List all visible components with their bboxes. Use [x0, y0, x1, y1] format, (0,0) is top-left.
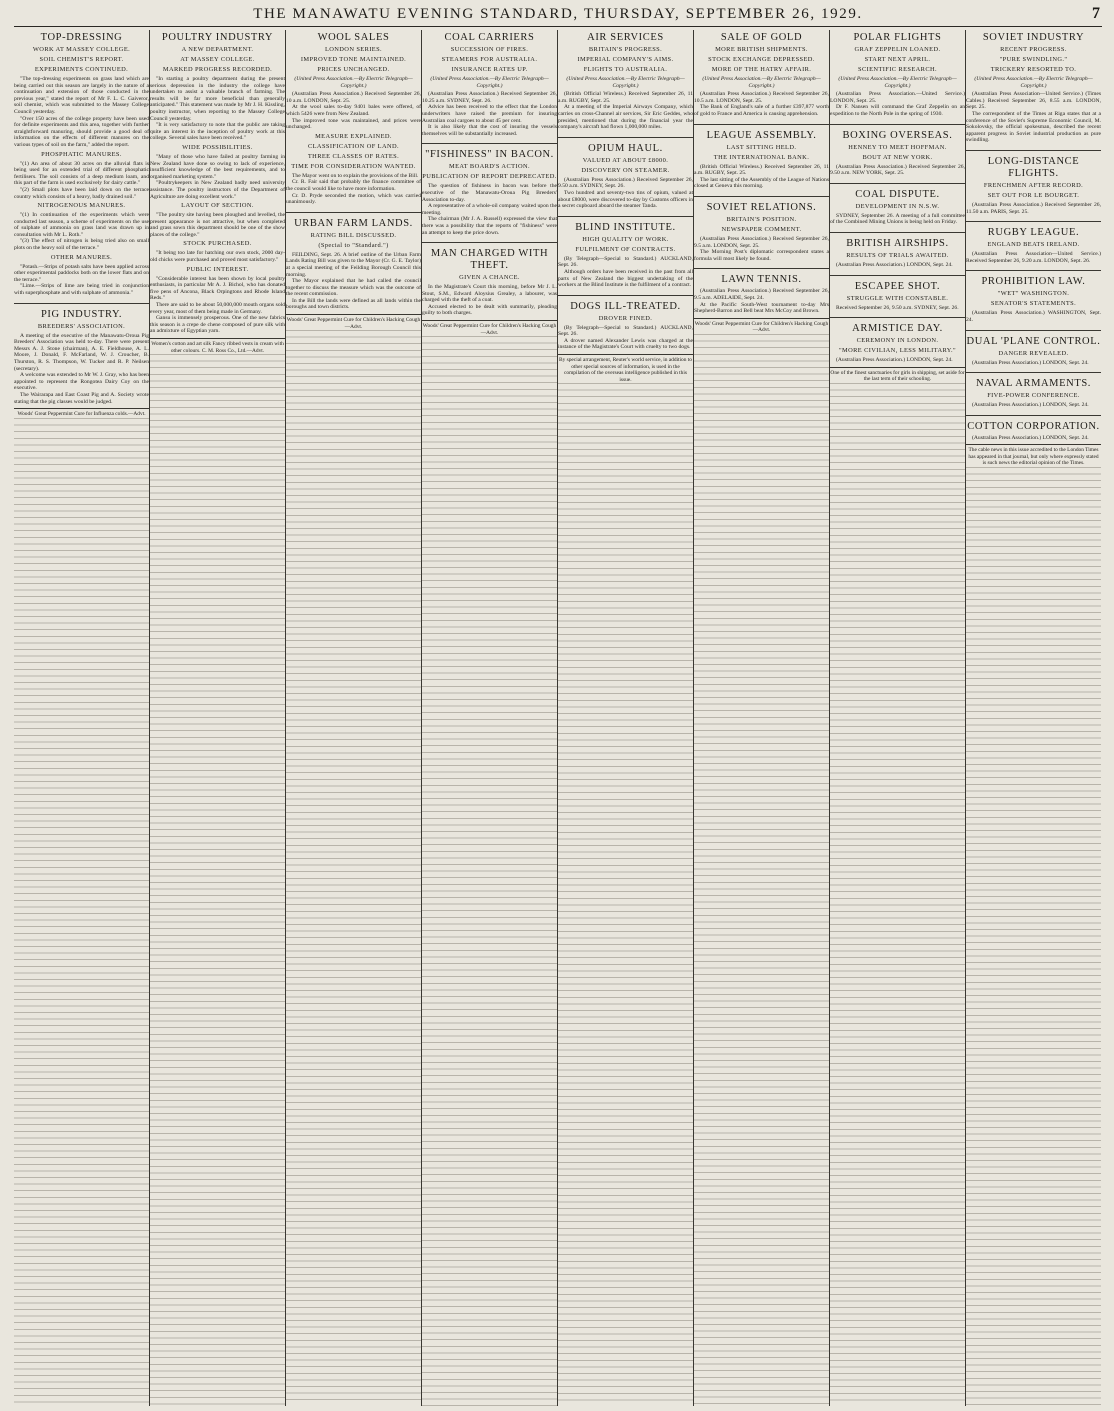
- subheading: NEWSPAPER COMMENT.: [721, 225, 802, 233]
- column-rule: [693, 30, 694, 1406]
- article-section: [694, 196, 829, 262]
- article-section: [830, 317, 965, 364]
- column-rule: [829, 30, 830, 1406]
- column-rule: [965, 30, 966, 1406]
- article-headline: COAL DISPUTE.: [855, 188, 940, 200]
- subheading: MEASURE EXPLAINED.: [315, 132, 392, 140]
- article-paragraph: In the Magistrate's Court this morning, before Mr J. L. Stout, S.M., Edward Aloysius Grealey, a labourer, was charged with the theft of a coat.: [422, 284, 557, 304]
- subheading: PUBLICATION OF REPORT DEPRECATED.: [422, 173, 557, 181]
- subheading: VALUED AT ABOUT £8000.: [582, 156, 669, 164]
- article-paragraph: "It is very satisfactory to note that the public are taking quite an interest in the inception of poultry work at this college. Several sales have been received.": [150, 122, 285, 142]
- subheading: SOIL CHEMIST'S REPORT.: [39, 56, 124, 63]
- article-headline: LEAGUE ASSEMBLY.: [706, 129, 817, 141]
- article-paragraph: The last sitting of the Assembly of the League of Nations closed at Geneva this morning.: [694, 176, 829, 190]
- article-paragraph: The Morning Post's diplomatic correspondent states a formula will most likely be found.: [694, 249, 829, 262]
- column-text-lines: [286, 330, 421, 1406]
- article-paragraph: In the Bill the lands were defined as all lands within the boroughs and town districts.: [286, 297, 421, 311]
- article-paragraph: (Australian Press Association.) Received September 26, 10.5 a.m. LONDON, Sept. 25.: [694, 91, 829, 104]
- column-headline: WOOL SALES: [317, 32, 390, 43]
- subheading: "PURE SWINDLING.": [999, 56, 1068, 63]
- subheading: THREE CLASSES OF RATES.: [307, 152, 400, 160]
- article-headline: OPIUM HAUL.: [588, 142, 663, 154]
- column-headline: AIR SERVICES: [587, 32, 664, 43]
- article-headline: NAVAL ARMAMENTS.: [975, 378, 1091, 390]
- article-paragraph: A representative of a whole-oil company waited upon the meeting.: [422, 203, 557, 216]
- article-paragraph: (Australian Press Association.) Received September 26, 9.50 a.m. SYDNEY, Sept. 26.: [558, 176, 693, 190]
- article-headline: ESCAPEE SHOT.: [854, 280, 941, 292]
- article-headline: BOXING OVERSEAS.: [842, 129, 953, 141]
- news-column: [422, 30, 557, 1406]
- article-paragraph: (Australian Press Association.) LONDON, Sept. 24.: [836, 261, 953, 268]
- article-section: [422, 143, 557, 236]
- subheading: AT MASSEY COLLEGE.: [180, 56, 255, 63]
- article-paragraph: (Australian Press Association—United Service.) (Times Cables.) Received September 26, 8.55 a.m. LONDON, Sept. 25.: [966, 91, 1101, 111]
- article-headline: URBAN FARM LANDS.: [294, 217, 413, 229]
- article-paragraph: The correspondent of the Times at Riga states that at a conference of the Soviet's Supreme Economic Council, M. Sokolovsky, the official spokesman, described the recent apparent progress in Soviet industrial production as pure swindling.: [966, 110, 1101, 144]
- column-headline: TOP-DRESSING: [40, 32, 123, 43]
- subheading: BRITAIN'S PROGRESS.: [588, 46, 663, 53]
- article-paragraph: "Considerable interest has been shown by local poultry enthusiasts, in particular Mr A. J. Bichol, who has donated five pens of Ancona, Black Orpingtons and Rhode Island Reds.": [150, 275, 285, 302]
- article-section: [830, 124, 965, 177]
- article-section: [966, 150, 1101, 215]
- subheading: BRITAIN'S POSITION.: [726, 215, 797, 223]
- subheading: PHOSPHATIC MANURES.: [41, 150, 122, 158]
- subheading: ENGLAND BEATS IRELAND.: [987, 241, 1080, 249]
- article-section: [966, 270, 1101, 323]
- column-text-lines: [150, 354, 285, 1406]
- subheading: IMPERIAL COMPANY'S AIMS.: [577, 56, 674, 63]
- article-paragraph: The Mayor went on to explain the provisions of the Bill.: [292, 172, 419, 179]
- advertisement: Woods' Great Peppermint Cure for Children's Hacking Cough—Advt.: [422, 320, 557, 336]
- article-section: [558, 295, 693, 351]
- article-headline: RUGBY LEAGUE.: [987, 227, 1080, 239]
- article-paragraph: A welcome was extended to Mr W. J. Gray, who has been appointed to represent the Rongotea Dairy Coy on the executive.: [14, 372, 149, 392]
- article-paragraph: There are said to be about 50,000,000 mouth organs sold every year, most of them being made in Germany.: [150, 302, 285, 315]
- column-text-lines: [422, 336, 557, 1406]
- article-paragraph: A meeting of the executive of the Manawatu-Oroua Pig Breeders' Association was held to-day. There were present Messrs A. J. Stone (chairman), A. E. Fieldhouse, A. L. Moore, J. Donald, F. McFarland, W. J. Croucher, B. Thurston, R. S. Thompson, W. Tucker and R. P. Neilsen (secretary).: [14, 332, 149, 372]
- article-paragraph: The question of fishiness in bacon was before the executive of the Manawatu-Oroua Pig Breeders' Association to-day.: [422, 183, 557, 203]
- subheading: FLIGHTS TO AUSTRALIA.: [583, 66, 668, 73]
- article-section: [422, 242, 557, 317]
- article-section: [558, 216, 693, 289]
- article-headline: LONG-DISTANCE FLIGHTS.: [987, 155, 1080, 179]
- subheading: FULFILMENT OF CONTRACTS.: [575, 245, 676, 253]
- news-column: [286, 30, 421, 1406]
- article-paragraph: Dr F. Nansen will command the Graf Zeppelin on an expedition to the North Pole in the spring of 1930.: [830, 104, 965, 117]
- subheading: THE INTERNATIONAL BANK.: [713, 153, 810, 161]
- article-headline: SOVIET RELATIONS.: [706, 201, 817, 213]
- subheading: STRUGGLE WITH CONSTABLE.: [846, 294, 949, 302]
- news-column: [694, 30, 829, 1406]
- article-paragraph: Two hundred and seventy-two tins of opium, valued at about £8000, were discovered to-day by Customs officers in a secret cupboard aboard the steamer Tanda.: [558, 189, 693, 210]
- article-section: [966, 415, 1101, 442]
- subheading: DISCOVERY ON STEAMER.: [581, 166, 670, 174]
- press-credit: (United Press Association.—By Electric Telegraph—Copyright.): [702, 76, 821, 89]
- news-column: [966, 30, 1101, 1406]
- press-credit: (United Press Association.—By Electric Telegraph—Copyright.): [974, 76, 1093, 89]
- article-paragraph: Advice has been received to the effect that the London underwriters have raised the premium for insuring Australian coal cargoes to about 45 per cent.: [422, 104, 557, 124]
- column-rule: [149, 30, 150, 1406]
- subheading: GIVEN A CHANCE.: [459, 274, 520, 282]
- subheading: RESULTS OF TRIALS AWAITED.: [846, 251, 949, 259]
- article-section: [694, 124, 829, 190]
- article-paragraph: The improved tone was maintained, and prices were unchanged.: [286, 117, 421, 131]
- press-credit: (United Press Association.—By Electric Telegraph—Copyright.): [294, 76, 413, 89]
- column-headline: SOVIET INDUSTRY: [982, 32, 1085, 43]
- subheading: FRENCHMEN AFTER RECORD.: [983, 181, 1084, 189]
- article-paragraph: (Australian Press Association.) Received September 26, 10.25 a.m. SYDNEY, Sept. 26.: [422, 91, 557, 104]
- subheading: EXPERIMENTS CONTINUED.: [34, 66, 129, 73]
- subheading: "MORE CIVILIAN, LESS MILITARY.": [839, 347, 956, 355]
- column-text-lines: [14, 418, 149, 1406]
- subheading: STEAMERS FOR AUSTRALIA.: [441, 56, 538, 63]
- article-paragraph: "It being too late for hatching our own stock, 2000 day-old chicks were purchased and proved most satisfactory.": [150, 250, 285, 264]
- advertisement: One of the finest sanctuaries for girls in shipping, set aside for the last term of their schooling.: [830, 367, 965, 383]
- article-paragraph: (Australian Press Association.) Received September 26, 11.50 a.m. PARIS, Sept. 25.: [966, 201, 1101, 215]
- subheading: INSURANCE RATES UP.: [451, 66, 528, 73]
- article-paragraph: "Many of those who have failed at poultry farming in New Zealand have done so owing to lack of experience, insufficient knowledge of the best requirements, and to organised marketing system.": [150, 153, 285, 180]
- article-paragraph: (Australian Press Association.) Received September 26, 9.5 a.m. ADELAIDE, Sept. 24.: [694, 288, 829, 301]
- column-headline: SALE OF GOLD: [720, 32, 803, 43]
- subheading: SCIENTIFIC RESEARCH.: [857, 66, 937, 73]
- article-paragraph: (Australian Press Association.) LONDON, Sept. 24.: [972, 434, 1089, 441]
- column-text-lines: [966, 467, 1101, 1406]
- article-paragraph: (Australian Press Association.) Received September 26, 9.50 a.m. NEW YORK, Sept. 25.: [830, 163, 965, 177]
- subheading: CEREMONY IN LONDON.: [856, 337, 939, 345]
- article-paragraph: At a meeting of the Imperial Airways Company, which carries on cross-Channel air services, Sir Eric Geddes, who presided, mentioned that during the financial year the company's aircraft had flown 1,000,000 miles.: [558, 104, 693, 131]
- article-headline: DOGS ILL-TREATED.: [570, 300, 681, 312]
- article-paragraph: (British Official Wireless.) Received September 26, 11 a.m. RUGBY, Sept. 25.: [558, 91, 693, 104]
- article-paragraph: (Australian Press Association.) LONDON, Sept. 24.: [836, 357, 953, 364]
- article-paragraph: The Bank of England's sale of a further £397,877 worth of gold to France and America is causing apprehension.: [694, 104, 829, 117]
- article-paragraph: (Australian Press Association.) Received September 26, 9.5 a.m. LONDON, Sept. 25.: [694, 235, 829, 249]
- subheading: STOCK EXCHANGE DEPRESSED.: [708, 56, 815, 63]
- subheading: FIVE-POWER CONFERENCE.: [987, 392, 1080, 400]
- subheading: "WET" WASHINGTON.: [997, 290, 1070, 298]
- article-headline: "FISHINESS" IN BACON.: [425, 149, 554, 161]
- article-paragraph: (By Telegraph—Special to Standard.) AUCKLAND, Sept. 26.: [558, 324, 693, 338]
- article-paragraph: "Lime.—Strips of lime are being tried in conjunction with superphosphate and with sulphate of ammonia.": [14, 283, 149, 297]
- article-paragraph: "Potash.—Strips of potash salts have been applied across other experimental paddocks both on the lower flats and on the terrace.": [14, 263, 149, 283]
- subheading: BREEDERS' ASSOCIATION.: [37, 322, 126, 330]
- article-section: [966, 330, 1101, 367]
- article-paragraph: (By Telegraph—Special to Standard.) AUCKLAND, Sept. 26.: [558, 255, 693, 269]
- column-rule: [557, 30, 558, 1406]
- article-paragraph: "In starting a poultry department during the present serious depression in the industry the college have undertaken to assist a valuable branch of farming. The results will be far more beneficial than generally anticipated." This statement was made by Mr J. H. Kissling, poultry instructor, when reporting to the Massey College Council yesterday.: [150, 76, 285, 122]
- subheading: CLASSIFICATION OF LAND.: [307, 142, 400, 150]
- subheading: RECENT PROGRESS.: [1000, 46, 1067, 53]
- subheading: START NEXT APRIL.: [864, 56, 931, 63]
- article-paragraph: (Australian Press Association.) Received September 26, 10 a.m. LONDON, Sept. 25.: [286, 91, 421, 104]
- masthead-title: THE MANAWATU EVENING STANDARD, THURSDAY, SEPTEMBER 26, 1929.: [253, 6, 863, 22]
- article-headline: ARMISTICE DAY.: [852, 323, 943, 335]
- advertisement: Woods' Great Peppermint Cure for Children's Hacking Cough—Advt.: [694, 318, 829, 334]
- article-paragraph: FEILDING, Sept. 26. A brief outline of the Urban Farm Lands Rating Bill was given to the Mayor (Cr. G. E. Taylor) at a special meeting of the Feilding Borough Council this morning.: [286, 251, 421, 278]
- article-section: [830, 232, 965, 269]
- subheading: LAST SITTING HELD.: [726, 143, 797, 151]
- subheading: IMPROVED TONE MAINTAINED.: [300, 56, 407, 63]
- article-section: [558, 137, 693, 210]
- subheading: TIME FOR CONSIDERATION WANTED.: [291, 162, 416, 170]
- subheading: RATING BILL DISCUSSED.: [310, 231, 397, 239]
- article-paragraph: "Poultrykeepers in New Zealand badly need university assistance. The poultry instructors of the Department of Agriculture are doing excellent work.": [150, 180, 285, 200]
- article-paragraph: Gansu is immensely prosperous. One of the new fabrics this season is a crepe de chene composed of pure silk with an admixture of Egyptian yarn.: [150, 315, 285, 335]
- subheading: SUCCESSION OF FIRES.: [450, 46, 529, 53]
- article-headline: PROHIBITION LAW.: [981, 276, 1086, 288]
- subheading: DEVELOPMENT IN N.S.W.: [855, 202, 940, 210]
- article-paragraph: (British Official Wireless.) Received September 26, 11 a.m. RUGBY, Sept. 25.: [694, 163, 829, 177]
- article-section: [830, 275, 965, 312]
- article-paragraph: A drover named Alexander Lewis was charged at the instance of the Magistrate's Court with cruelty to two dogs.: [558, 337, 693, 351]
- article-section: [966, 372, 1101, 409]
- subheading: DROVER FINED.: [598, 314, 653, 322]
- article-paragraph: Received September 26, 9.50 a.m. SYDNEY, Sept. 26.: [836, 304, 959, 311]
- article-paragraph: (Australian Press Association.) WASHINGTON, Sept. 24.: [966, 310, 1101, 323]
- subheading: MARKED PROGRESS RECORDED.: [162, 66, 273, 73]
- column-headline: POULTRY INDUSTRY: [161, 32, 274, 43]
- article-section: [14, 303, 149, 406]
- article-paragraph: "(1) An area of about 30 acres on the alluvial flats is being used for an extended trial of different phosphatic fertilisers. The soil consists of a deep medium loam, and this part of the farm is used exclusively for dairy cattle.": [14, 160, 149, 187]
- article-headline: PIG INDUSTRY.: [40, 308, 123, 320]
- article-headline: LAWN TENNIS.: [721, 274, 802, 286]
- column-rule: [285, 30, 286, 1406]
- subheading: LONDON SERIES.: [324, 46, 383, 53]
- subheading: BOUT AT NEW YORK.: [862, 153, 933, 161]
- masthead: [14, 4, 1102, 27]
- article-paragraph: At the wool sales to-day 9401 bales were offered, of which 5426 were from New Zealand.: [286, 104, 421, 117]
- subheading: TRICKERY RESORTED TO.: [990, 66, 1077, 73]
- columns: [14, 30, 1102, 1406]
- article-section: [694, 268, 829, 314]
- column-headline: POLAR FLIGHTS: [853, 32, 942, 43]
- subheading: HENNEY TO MEET HOFFMAN.: [848, 143, 947, 151]
- subheading: A NEW DEPARTMENT.: [181, 46, 254, 53]
- article-paragraph: "(1) In continuation of the experiments which were conducted last season, a scheme of experiments on the use of sulphate of ammonia on grass land was drawn up in consultation with Mr L. Roth.": [14, 212, 149, 238]
- article-paragraph: At the Pacific South-West tournament to-day Mrs Shepherd-Barron and Bell beat Mrs McCoy and Brown.: [694, 301, 829, 315]
- subheading: MORE OF THE HATRY AFFAIR.: [711, 66, 812, 73]
- subheading: SET OUT FOR LE BOURGET.: [987, 191, 1080, 199]
- advertisement: The cable news in this issue accredited to the London Times has appeared in that journal, but only where expressly stated is such news the editorial opinion of the Times.: [966, 444, 1101, 467]
- article-section: [830, 183, 965, 226]
- article-paragraph: (Australian Press Association.) LONDON, Sept. 24.: [972, 402, 1089, 409]
- article-paragraph: Cr. R. Fair said that probably the finance committee of the council would like to have more information.: [286, 179, 421, 192]
- subheading: OTHER MANURES.: [50, 253, 113, 261]
- subheading: LAYOUT OF SECTION.: [181, 202, 254, 210]
- page-number: 7: [1092, 5, 1100, 22]
- subheading: SENATOR'S STATEMENTS.: [990, 300, 1077, 308]
- column-text-lines: [694, 334, 829, 1406]
- article-section: [286, 212, 421, 311]
- article-paragraph: The chairman (Mr J. A. Russell) expressed the view that there was a possibility that the reports of "fishiness" were an attempt to keep the price down.: [422, 216, 557, 236]
- subheading: (Special to "Standard."): [318, 241, 389, 249]
- news-column: [14, 30, 149, 1406]
- news-column: [558, 30, 693, 1406]
- article-headline: DUAL 'PLANE CONTROL.: [966, 335, 1101, 347]
- subheading: NITROGENOUS MANURES.: [37, 202, 126, 210]
- subheading: WORK AT MASSEY COLLEGE.: [32, 46, 131, 53]
- article-paragraph: "Over 150 acres of the college property have been used for definite experiments and this area, together with further straightforward manuring, should provide a good deal of information on the effects of different manures on the various types of soil on the farm," added the report.: [14, 115, 149, 148]
- subheading: GRAF ZEPPELIN LOANED.: [854, 46, 941, 53]
- article-paragraph: It is also likely that the cost of insuring the vessels themselves will be substantially increased.: [422, 124, 557, 137]
- article-headline: COTTON CORPORATION.: [967, 420, 1100, 432]
- article-headline: BRITISH AIRSHIPS.: [846, 237, 949, 249]
- article-paragraph: "The poultry site having been ploughed and levelled, the present appearance is not attractive, but when completed and grass sown this department should be one of the show places of the college.": [150, 212, 285, 238]
- press-credit: (United Press Association.—By Electric Telegraph—Copyright.): [838, 76, 957, 89]
- advertisement: By special arrangement, Reuter's world service, in addition to other special sources of information, is used in the compilation of the overseas intelligence published in this issue.: [558, 354, 693, 383]
- article-paragraph: SYDNEY, September 26. A meeting of a full committee of the Combined Mining Unions is being held on Friday.: [830, 212, 965, 226]
- article-paragraph: Although orders have been received in the past from all parts of New Zealand the biggest undertaking of the workers at the Blind Institute is the fulfilment of a contract.: [558, 268, 693, 289]
- subheading: MEAT BOARD'S ACTION.: [449, 163, 530, 171]
- subheading: STOCK PURCHASED.: [183, 240, 252, 248]
- column-text-lines: [558, 383, 693, 1406]
- advertisement: Women's cotton and art silk Fancy ribbed vests in cream with other colours. C. M. Ross Co., Ltd.—Advt.: [150, 338, 285, 354]
- article-paragraph: The Wairarapa and East Coast Pig and A. Society wrote stating that the pig classes would be judged.: [14, 391, 149, 405]
- press-credit: (United Press Association.—By Electric Telegraph—Copyright.): [566, 76, 685, 89]
- subheading: HIGH QUALITY OF WORK.: [582, 235, 669, 243]
- subheading: PUBLIC INTEREST.: [186, 265, 249, 273]
- article-paragraph: Accused elected to be dealt with summarily, pleading guilty to both charges.: [422, 303, 557, 317]
- article-paragraph: (Australian Press Association.) LONDON, Sept. 24.: [972, 359, 1089, 366]
- subheading: MORE BRITISH SHIPMENTS.: [715, 46, 808, 53]
- subheading: WIDE POSSIBILITIES.: [182, 143, 253, 151]
- article-section: [966, 221, 1101, 264]
- subheading: PRICES UNCHANGED.: [317, 66, 390, 73]
- article-paragraph: (Australian Press Association.—United Service.) LONDON, Sept. 25.: [830, 91, 965, 104]
- article-paragraph: (Australian Press Association—United Service.) Received September 26, 9.20 a.m. LONDON, Sept. 26.: [966, 251, 1101, 264]
- advertisement: Woods' Great Peppermint Cure for Children's Hacking Cough—Advt.: [286, 314, 421, 330]
- column-text-lines: [830, 383, 965, 1406]
- column-headline: COAL CARRIERS: [444, 32, 535, 43]
- article-paragraph: "(2) Small plots have been laid down on the terrace country which consists of a heavy, badly drained soil.": [14, 186, 149, 200]
- article-paragraph: "The top-dressing experiments on grass land which are being carried out this season are largely in the nature of a continuation and extension of those conducted in the previous year," stated the report of Mr F. L. C. Gaiveror, soil chemist, which was submitted to the Massey College Council yesterday.: [14, 76, 149, 115]
- subheading: DANGER REVEALED.: [998, 349, 1069, 357]
- column-rule: [421, 30, 422, 1406]
- article-paragraph: The Mayor explained that he had called the council together to discuss the measure which was the outcome of the recent commission.: [286, 278, 421, 298]
- article-headline: BLIND INSTITUTE.: [575, 221, 676, 233]
- article-paragraph: "(3) The effect of nitrogen is being tried also on small plots on the heavy soil of the terrace.": [14, 238, 149, 252]
- article-paragraph: Cr. D. Pryde seconded the motion, which was carried unanimously.: [286, 192, 421, 206]
- press-credit: (United Press Association.—By Electric Telegraph—Copyright.): [430, 76, 549, 89]
- article-headline: MAN CHARGED WITH THEFT.: [430, 248, 549, 272]
- news-column: [830, 30, 965, 1406]
- news-column: [150, 30, 285, 1406]
- advertisement: Woods' Great Peppermint Cure for Influenza colds.—Advt.: [14, 408, 149, 418]
